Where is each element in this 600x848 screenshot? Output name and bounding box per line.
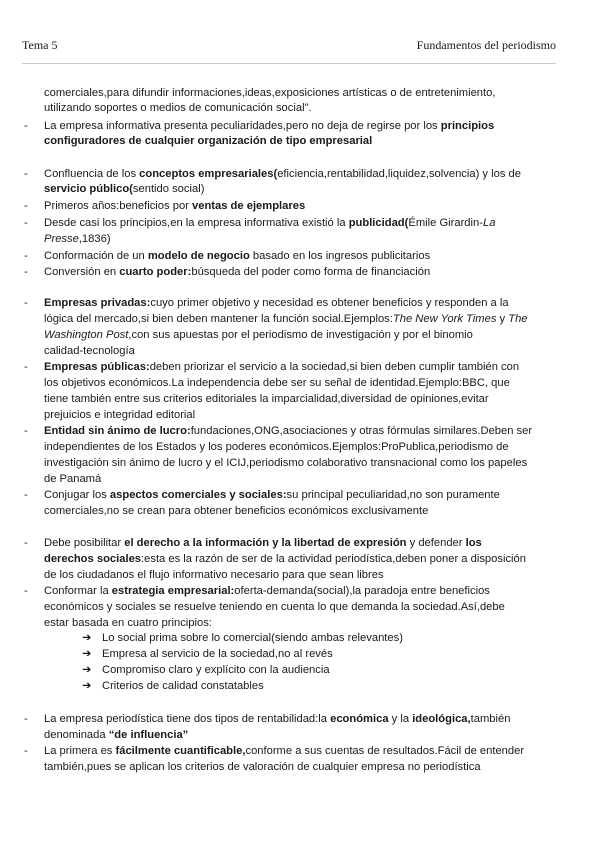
text-line: Entidad sin ánimo de lucro:fundaciones,ONG,asociaciones y otras fórmulas similares.Deben ser — [44, 425, 533, 437]
text-line: denominada “de influencia” — [44, 729, 189, 741]
bullet-dash: - — [24, 745, 28, 757]
bullet-dash: - — [24, 200, 28, 212]
bullet-dash: - — [24, 297, 28, 309]
text-line: configuradores de cualquier organización de tipo empresarial — [44, 135, 373, 147]
text-line: comerciales,para difundir informaciones,ideas,exposiciones artísticas o de entretenimiento, — [44, 87, 496, 99]
text-line: Conformar la estrategia empresarial:oferta-demanda(social),la paradoja entre beneficios — [44, 585, 490, 597]
text-line: económicos y sociales se resuelve teniendo en cuenta lo que demanda la sociedad.Así,debe — [44, 601, 505, 613]
bullet-dash: - — [24, 489, 28, 501]
arrow-right-icon: ➔ — [82, 664, 92, 676]
text-line: estar basada en cuatro principios: — [44, 617, 212, 629]
text-line: Empresas públicas:deben priorizar el servicio a la sociedad,si bien deben cumplir también con — [44, 361, 520, 373]
text-line: derechos sociales:esta es la razón de ser de la actividad periodística,deben poner a disposición — [44, 553, 526, 565]
bullet-dash: - — [24, 217, 28, 229]
text-line: los objetivos económicos.La independencia debe ser su señal de identidad.Ejemplo:BBC, que — [44, 377, 510, 389]
text-line: Empresas privadas:cuyo primer objetivo y necesidad es obtener beneficios y responden a la — [44, 297, 509, 309]
header-topic: Tema 5 — [22, 38, 58, 52]
text-line: de Panamá — [44, 473, 102, 485]
bullet-dash: - — [24, 713, 28, 725]
page-header — [22, 38, 556, 53]
text-line: Conjugar los aspectos comerciales y sociales:su principal peculiaridad,no son puramente — [44, 489, 500, 501]
text-line: calidad-tecnología — [44, 345, 135, 357]
text-line: investigación sin ánimo de lucro y el ICIJ,periodismo colaborativo transnacional como los papeles — [44, 457, 528, 469]
text-line: Confluencia de los conceptos empresariales(eficiencia,rentabilidad,liquidez,solvencia) y los de — [44, 168, 521, 180]
bullet-dash: - — [24, 361, 28, 373]
sub-list-item: Compromiso claro y explícito con la audiencia — [102, 664, 330, 676]
sub-list-item: Lo social prima sobre lo comercial(siendo ambas relevantes) — [102, 632, 403, 644]
header-course: Fundamentos del periodismo — [416, 38, 556, 52]
text-line: independientes de los Estados y los poderes económicos.Ejemplos:ProPublica,periodismo de — [44, 441, 509, 453]
text-line: Washington Post,con sus apuestas por el periodismo de investigación y por el binomio — [44, 329, 473, 341]
text-line: Conversión en cuarto poder:búsqueda del poder como forma de financiación — [44, 266, 431, 278]
sub-list-item: Empresa al servicio de la sociedad,no al revés — [102, 648, 333, 660]
text-line: Desde casi los principios,en la empresa informativa existió la publicidad(Émile Girardin-La — [44, 217, 496, 229]
bullet-dash: - — [24, 585, 28, 597]
bullet-dash: - — [24, 250, 28, 262]
text-line: La empresa informativa presenta peculiaridades,pero no deja de regirse por los principios — [44, 120, 495, 132]
text-line: también,pues se aplican los criterios de valoración de cualquier empresa no periodística — [44, 761, 481, 773]
sub-list-item: Criterios de calidad constatables — [102, 680, 264, 692]
bullet-dash: - — [24, 168, 28, 180]
text-line: La empresa periodística tiene dos tipos de rentabilidad:la económica y la ideológica,también — [44, 713, 511, 725]
text-line: utilizando soportes o medios de comunicación social". — [44, 102, 312, 114]
text-line: La primera es fácilmente cuantificable,conforme a sus cuentas de resultados.Fácil de entender — [44, 745, 525, 757]
text-line: Conformación de un modelo de negocio basado en los ingresos publicitarios — [44, 250, 431, 262]
text-line: de los ciudadanos el flujo informativo necesario para que sean libres — [44, 569, 384, 581]
text-line: Presse,1836) — [44, 233, 111, 245]
text-line: prejuicios e integridad editorial — [44, 409, 196, 421]
arrow-right-icon: ➔ — [82, 648, 92, 660]
bullet-dash: - — [24, 537, 28, 549]
text-line: servicio público(sentido social) — [44, 183, 205, 195]
header-divider — [22, 63, 556, 64]
text-line: lógica del mercado,si bien deben mantener la función social.Ejemplos:The New York Times y The — [44, 313, 528, 325]
arrow-right-icon: ➔ — [82, 632, 92, 644]
text-line: Primeros años:beneficios por ventas de ejemplares — [44, 200, 306, 212]
arrow-right-icon: ➔ — [82, 680, 92, 692]
bullet-dash: - — [24, 266, 28, 278]
bullet-dash: - — [24, 120, 28, 132]
text-line: tiene también entre sus criterios editoriales la imparcialidad,diversidad de opiniones,evitar — [44, 393, 489, 405]
text-line: Debe posibilitar el derecho a la información y la libertad de expresión y defender los — [44, 537, 482, 549]
bullet-dash: - — [24, 425, 28, 437]
text-line: comerciales,no se crean para obtener beneficios económicos exclusivamente — [44, 505, 429, 517]
